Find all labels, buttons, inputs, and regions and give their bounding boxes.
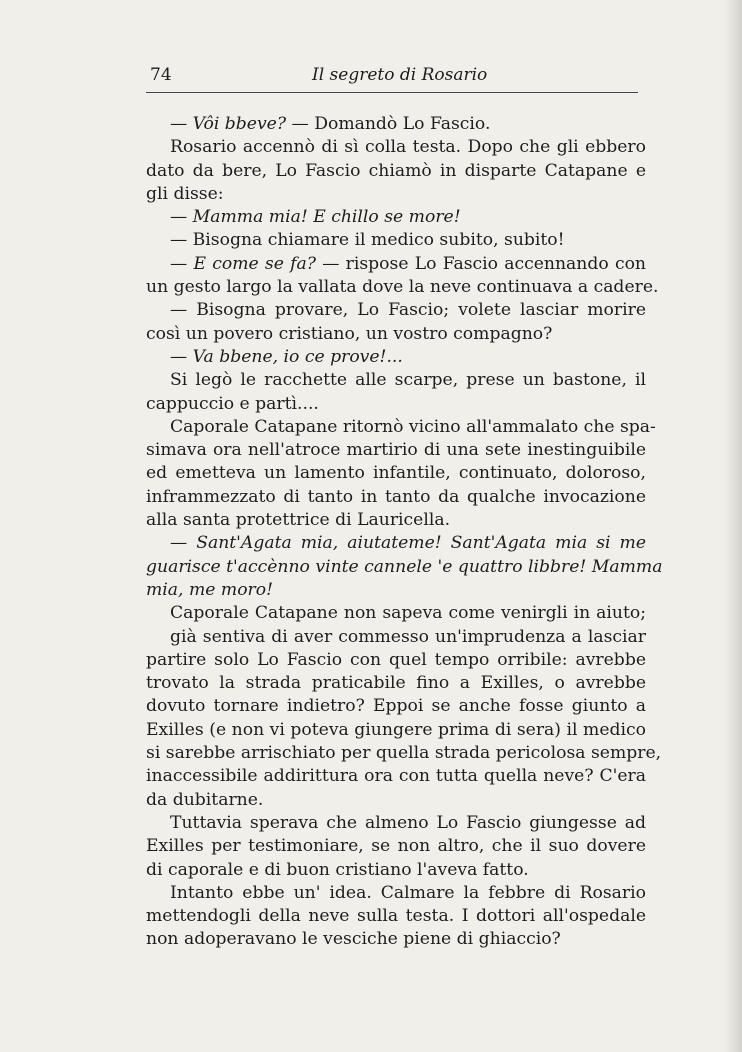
page-edge-shadow (724, 0, 742, 1052)
text-line (146, 206, 646, 229)
line-pre: — (170, 346, 193, 367)
line-post: — Domandò Lo Fascio. (286, 114, 491, 134)
italic-dialogue: guarisce t'accènno vinte cannele 'e quattro libbre! Mamma (146, 556, 663, 577)
running-head (146, 62, 638, 93)
text-line: Caporale Catapane ritornò vicino all'ammalato che spa- (170, 416, 656, 437)
text-line: Exilles per testimoniare, se non altro, che il suo dovere (146, 836, 646, 857)
text-line (146, 579, 646, 602)
text-line: dato da bere, Lo Fascio chiamò in disparte Catapane e (146, 160, 646, 181)
text-line: alla santa protettrice di Lauricella. (146, 510, 451, 531)
italic-dialogue: Mamma mia! E chillo se more! (192, 207, 461, 228)
text-line: trovato la strada praticabile fino a Exilles, o avrebbe (146, 673, 646, 694)
text-line (146, 346, 646, 369)
text-line: così un povero cristiano, un vostro compagno? (146, 323, 553, 344)
line-pre: — (170, 253, 194, 274)
text-line: partire solo Lo Fascio con quel tempo orribile: avrebbe (146, 649, 646, 670)
text-line (146, 113, 646, 136)
text-line (146, 253, 646, 276)
text-line: ed emetteva un lamento infantile, continuato, doloroso, (146, 463, 646, 484)
page-number: 74 (150, 65, 172, 85)
text-line: Exilles (e non vi poteva giungere prima di sera) il medico (146, 719, 646, 740)
line-pre: — (170, 114, 193, 134)
text-line: Intanto ebbe un' idea. Calmare la febbre di Rosario (170, 882, 646, 903)
italic-dialogue: mia, me moro! (146, 579, 274, 600)
text-line: gli disse: (146, 183, 224, 204)
text-line: di caporale e di buon cristiano l'aveva fatto. (146, 859, 529, 880)
line-post: — rispose Lo Fascio accennando con (315, 253, 647, 274)
text-line: — Bisogna chiamare il medico subito, subito! (170, 230, 565, 251)
text-line: Caporale Catapane non sapeva come venirgli in aiuto; (170, 603, 646, 624)
running-title: Il segreto di Rosario (312, 65, 488, 85)
italic-dialogue: Va bbene, io ce prove!... (192, 346, 403, 367)
body-text (146, 113, 663, 952)
text-line: mettendogli della neve sulla testa. I dottori all'ospedale (146, 906, 646, 927)
text-line: non adoperavano le vesciche piene di ghiaccio? (146, 929, 561, 950)
text-line: dovuto tornare indietro? Eppoi se anche fosse giunto a (146, 696, 646, 717)
italic-dialogue: Sant'Agata mia, aiutateme! Sant'Agata mia si me (196, 533, 646, 554)
text-line: simava ora nell'atroce martirio di una sete inestinguibile (146, 440, 646, 461)
line-pre: — (170, 207, 193, 228)
text-line: inframmezzato di tanto in tanto da qualche invocazione (146, 486, 646, 507)
text-line: Si legò le racchette alle scarpe, prese un bastone, il (170, 370, 646, 391)
text-line: cappuccio e partì.... (146, 393, 319, 414)
text-line: — Bisogna provare, Lo Fascio; volete lasciar morire (170, 300, 646, 321)
text-line: un gesto largo la vallata dove la neve continuava a cadere. (146, 277, 659, 298)
text-line (146, 556, 663, 579)
text-line: già sentiva di aver commesso un'imprudenza a lasciar (170, 626, 646, 647)
text-line: inaccessibile addirittura ora con tutta quella neve? C'era (146, 766, 646, 787)
text-line: Rosario accennò di sì colla testa. Dopo che gli ebbero (170, 137, 646, 158)
line-pre: — (170, 533, 197, 554)
italic-dialogue: Vôi bbeve? (192, 114, 287, 134)
text-line: da dubitarne. (146, 789, 264, 810)
text-line: Tuttavia sperava che almeno Lo Fascio giungesse ad (170, 812, 646, 833)
italic-dialogue: E come se fa? (193, 253, 316, 274)
text-line: si sarebbe arrischiato per quella strada pericolosa sempre, (146, 743, 662, 764)
text-line (146, 532, 646, 555)
